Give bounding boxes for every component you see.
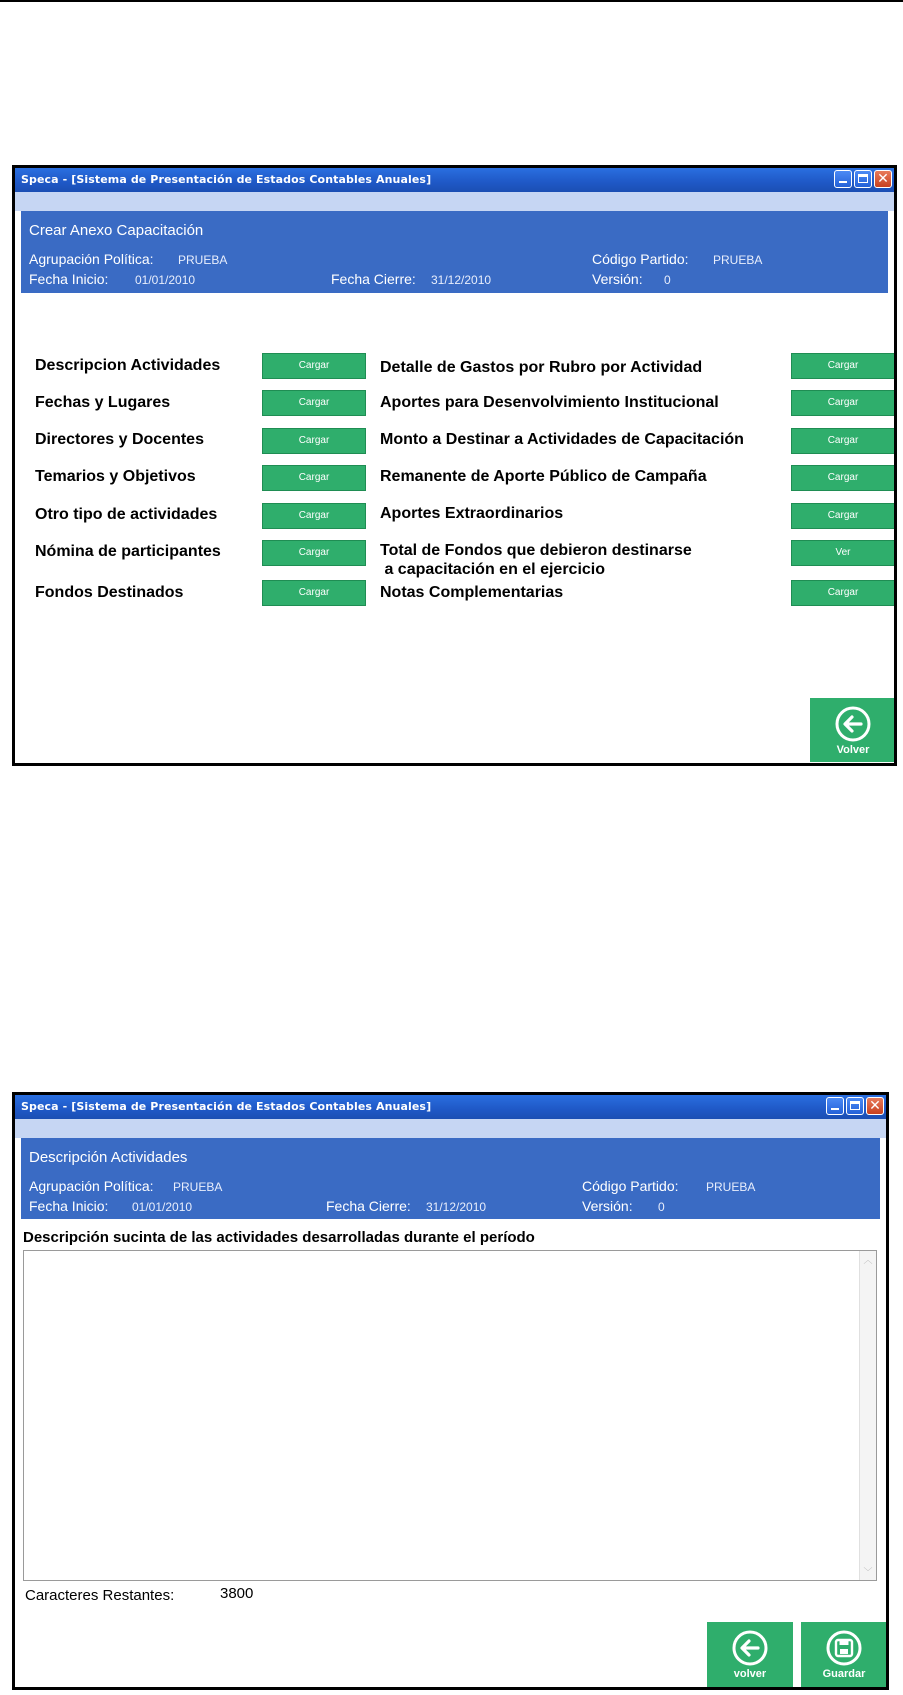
codigo-value: PRUEBA — [713, 253, 763, 267]
back-arrow-icon — [732, 1630, 768, 1666]
maximize-button[interactable] — [854, 170, 872, 188]
cargar-aportes-desenvolvimiento-button[interactable]: Cargar — [791, 390, 895, 416]
minimize-icon — [831, 1108, 839, 1110]
label-otro-tipo-actividades: Otro tipo de actividades — [35, 506, 218, 523]
label-temarios-objetivos: Temarios y Objetivos — [35, 468, 196, 485]
guardar-button[interactable] — [801, 1622, 887, 1687]
label-fechas-lugares: Fechas y Lugares — [35, 394, 171, 411]
version-label: Versión: — [592, 271, 643, 287]
volver-label: volver — [733, 1668, 767, 1680]
codigo-label: Código Partido: — [582, 1178, 679, 1194]
minimize-icon — [839, 181, 847, 183]
cargar-monto-destinar-button[interactable]: Cargar — [791, 428, 895, 454]
volver-button[interactable] — [810, 698, 896, 762]
cargar-otro-tipo-actividades-button[interactable]: Cargar — [262, 503, 366, 529]
cargar-directores-docentes-button[interactable]: Cargar — [262, 428, 366, 454]
label-descripcion-actividades: Descripcion Actividades — [35, 357, 221, 374]
version-value: 0 — [664, 273, 671, 287]
guardar-label: Guardar — [822, 1668, 866, 1680]
page-top-rule — [0, 0, 903, 2]
window-title: Speca - [Sistema de Presentación de Estados Contables Anuales] — [21, 1100, 432, 1113]
remaining-value: 3800 — [220, 1585, 254, 1602]
maximize-icon — [850, 1101, 860, 1110]
minimize-button[interactable] — [826, 1097, 844, 1115]
cargar-aportes-extraordinarios-button[interactable]: Cargar — [791, 503, 895, 529]
close-icon: ✕ — [869, 1098, 881, 1114]
description-text — [24, 1251, 876, 1259]
fecha-cierre-value: 31/12/2010 — [431, 273, 492, 287]
label-directores-docentes: Directores y Docentes — [35, 431, 204, 448]
volver-button[interactable] — [707, 1622, 793, 1687]
cargar-detalle-gastos-button[interactable]: Cargar — [791, 353, 895, 379]
fecha-cierre-label: Fecha Cierre: — [326, 1198, 411, 1214]
cargar-fechas-lugares-button[interactable]: Cargar — [262, 390, 366, 416]
description-label: Descripción sucinta de las actividades desarrolladas durante el período — [23, 1229, 535, 1246]
label-total-fondos: Total de Fondos que debieron destinarse — [380, 542, 692, 559]
fecha-inicio-label: Fecha Inicio: — [29, 1198, 109, 1214]
version-label: Versión: — [582, 1198, 633, 1214]
menu-strip — [15, 192, 894, 211]
label-fondos-destinados: Fondos Destinados — [35, 584, 184, 601]
close-button[interactable] — [874, 170, 892, 188]
cargar-descripcion-actividades-button[interactable]: Cargar — [262, 353, 366, 379]
textarea-scrollbar[interactable] — [859, 1251, 876, 1580]
label-total-fondos-line2: a capacitación en el ejercicio — [380, 561, 605, 578]
page-title: Crear Anexo Capacitación — [29, 222, 204, 239]
label-monto-destinar: Monto a Destinar a Actividades de Capacitación — [380, 431, 744, 448]
window-titlebar[interactable] — [15, 168, 894, 192]
window-titlebar[interactable] — [15, 1095, 886, 1119]
cargar-nomina-participantes-button[interactable]: Cargar — [262, 540, 366, 566]
window-descripcion-actividades — [12, 1092, 889, 1690]
fecha-cierre-value: 31/12/2010 — [426, 1200, 487, 1214]
maximize-button[interactable] — [846, 1097, 864, 1115]
scroll-down-icon[interactable]: ﹀ — [863, 1567, 873, 1577]
codigo-value: PRUEBA — [706, 1180, 756, 1194]
page-title: Descripción Actividades — [29, 1149, 188, 1166]
label-aportes-desenvolvimiento: Aportes para Desenvolvimiento Institucional — [380, 394, 719, 411]
agrupacion-value: PRUEBA — [178, 253, 228, 267]
label-nomina-participantes: Nómina de participantes — [35, 543, 221, 560]
remaining-label: Caracteres Restantes: — [25, 1587, 175, 1604]
cargar-remanente-aporte-button[interactable]: Cargar — [791, 465, 895, 491]
fecha-inicio-value: 01/01/2010 — [132, 1200, 193, 1214]
agrupacion-label: Agrupación Política: — [29, 251, 154, 267]
volver-label: Volver — [836, 744, 870, 756]
label-aportes-extraordinarios: Aportes Extraordinarios — [380, 505, 564, 522]
cargar-fondos-destinados-button[interactable]: Cargar — [262, 580, 366, 606]
cargar-temarios-objetivos-button[interactable]: Cargar — [262, 465, 366, 491]
maximize-icon — [858, 174, 868, 183]
window-crear-anexo — [12, 165, 897, 766]
minimize-button[interactable] — [834, 170, 852, 188]
close-button[interactable] — [866, 1097, 884, 1115]
ver-total-fondos-button[interactable]: Ver — [791, 540, 895, 566]
label-detalle-gastos: Detalle de Gastos por Rubro por Actividad — [380, 359, 703, 376]
fecha-inicio-label: Fecha Inicio: — [29, 271, 109, 287]
scroll-up-icon[interactable]: ︿ — [863, 1255, 873, 1265]
cargar-notas-complementarias-button[interactable]: Cargar — [791, 580, 895, 606]
codigo-label: Código Partido: — [592, 251, 689, 267]
label-notas-complementarias: Notas Complementarias — [380, 584, 564, 601]
label-remanente-aporte: Remanente de Aporte Público de Campaña — [380, 468, 707, 485]
description-textarea[interactable] — [23, 1250, 877, 1581]
back-arrow-icon — [835, 706, 871, 742]
fecha-cierre-label: Fecha Cierre: — [331, 271, 416, 287]
header-panel — [21, 211, 888, 293]
agrupacion-value: PRUEBA — [173, 1180, 223, 1194]
window-title: Speca - [Sistema de Presentación de Estados Contables Anuales] — [21, 173, 432, 186]
fecha-inicio-value: 01/01/2010 — [135, 273, 196, 287]
save-icon — [826, 1630, 862, 1666]
close-icon: ✕ — [877, 171, 889, 187]
header-panel — [21, 1138, 880, 1219]
version-value: 0 — [658, 1200, 665, 1214]
agrupacion-label: Agrupación Política: — [29, 1178, 154, 1194]
menu-strip — [15, 1119, 886, 1138]
